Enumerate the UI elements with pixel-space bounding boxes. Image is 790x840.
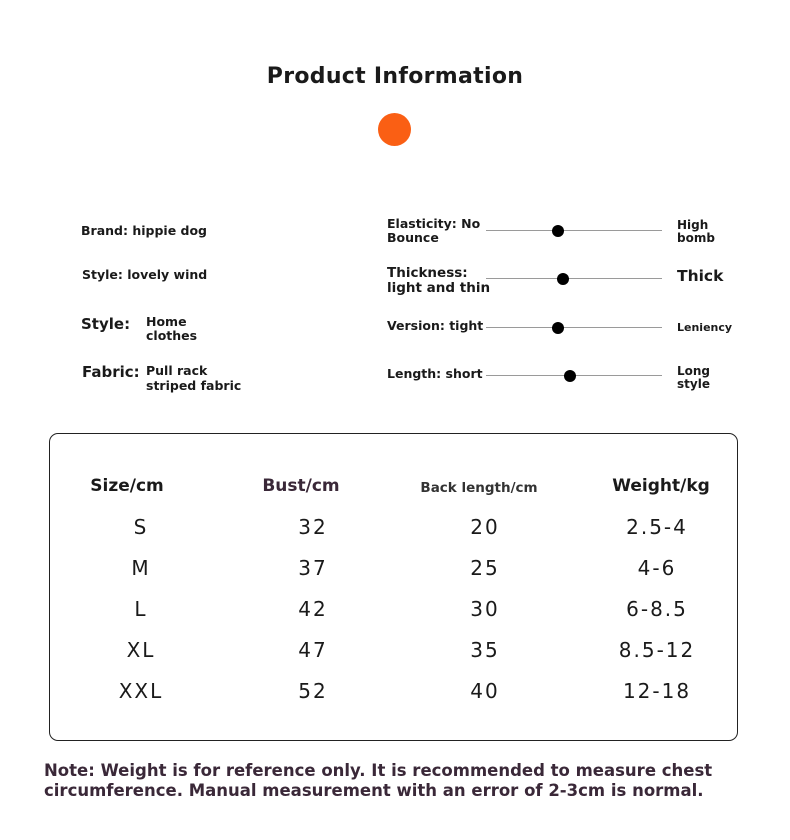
- thickness-left-line2: light and thin: [387, 280, 491, 296]
- fabric-key: Fabric:: [82, 363, 140, 381]
- accent-dot: [378, 113, 411, 146]
- length-right-line2: style: [677, 377, 710, 391]
- fabric-value-line2: striped fabric: [146, 378, 242, 393]
- elasticity-track: [486, 230, 662, 231]
- elasticity-left-line2: Bounce: [387, 230, 439, 245]
- length-indicator: [564, 370, 576, 382]
- version-indicator: [552, 322, 564, 334]
- version-right-label: Leniency: [677, 321, 733, 334]
- thickness-right-label: Thick: [677, 267, 724, 285]
- table-cell: S: [133, 515, 149, 539]
- header-back-length: Back length/cm: [420, 480, 538, 496]
- length-right-line1: Long: [677, 364, 711, 378]
- thickness-left-line1: Thickness:: [387, 265, 468, 281]
- header-weight: Weight/kg: [612, 476, 710, 496]
- header-bust: Bust/cm: [262, 476, 340, 496]
- table-cell: 52: [298, 679, 328, 703]
- fabric-value-line1: Pull rack: [146, 363, 208, 378]
- table-cell: 47: [298, 638, 328, 662]
- style-text: Style: lovely wind: [82, 267, 208, 282]
- table-cell: XXL: [118, 679, 164, 703]
- length-left-label: Length: short: [387, 366, 483, 381]
- table-cell: 35: [470, 638, 500, 662]
- version-track: [486, 327, 662, 328]
- table-cell: 25: [470, 556, 500, 580]
- table-cell: 8.5-12: [618, 638, 696, 662]
- elasticity-indicator: [552, 225, 564, 237]
- version-left-label: Version: tight: [387, 318, 484, 333]
- table-cell: 40: [470, 679, 500, 703]
- note-text: [44, 761, 744, 801]
- table-cell: 12-18: [622, 679, 692, 703]
- table-cell: XL: [126, 638, 156, 662]
- page-title: Product Information: [266, 64, 524, 89]
- elasticity-right-line2: bomb: [677, 231, 715, 245]
- elasticity-left-line1: Elasticity: No: [387, 216, 481, 231]
- brand-text: Brand: hippie dog: [81, 223, 208, 238]
- table-cell: 37: [298, 556, 328, 580]
- table-cell: 4-6: [637, 556, 677, 580]
- table-cell: 6-8.5: [626, 597, 688, 621]
- note-line-2: circumference. Manual measurement with an error of 2-3cm is normal.: [44, 781, 704, 800]
- style-value-line1: Home: [146, 314, 187, 329]
- thickness-track: [486, 278, 662, 279]
- style-key: Style:: [81, 315, 131, 333]
- header-size: Size/cm: [90, 476, 164, 496]
- elasticity-right-line1: High: [677, 218, 709, 232]
- thickness-indicator: [557, 273, 569, 285]
- table-cell: M: [131, 556, 151, 580]
- table-cell: 32: [298, 515, 328, 539]
- style-value-line2: clothes: [146, 328, 198, 343]
- table-cell: 2.5-4: [626, 515, 688, 539]
- table-cell: 42: [298, 597, 328, 621]
- table-cell: L: [134, 597, 148, 621]
- note-line-1: Note: Weight is for reference only. It is recommended to measure chest: [44, 761, 713, 780]
- table-cell: 30: [470, 597, 500, 621]
- table-cell: 20: [470, 515, 500, 539]
